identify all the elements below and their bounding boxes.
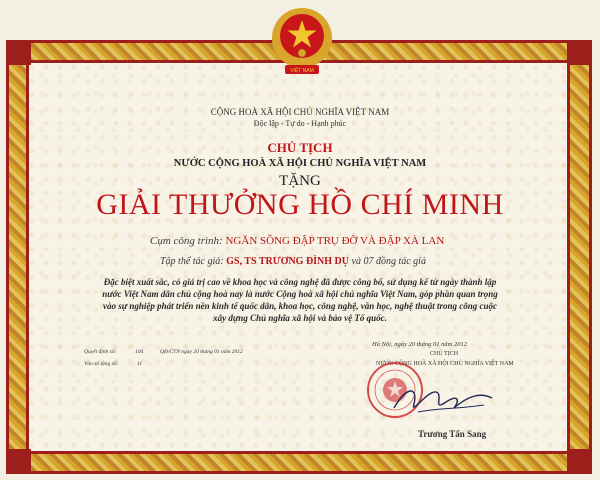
- decision-label: Quyết định số:: [84, 349, 117, 355]
- issuer-title: CHỦ TỊCH: [267, 140, 333, 155]
- authors-suffix: và 07 đồng tác giả: [351, 256, 426, 267]
- handwritten-signature-icon: [388, 378, 498, 420]
- frame-corner-bottom-left: [9, 449, 31, 471]
- national-motto: Độc lập - Tự do - Hạnh phúc: [253, 119, 347, 128]
- issuer-country: NƯỚC CỘNG HOÀ XÃ HỘI CHỦ NGHĨA VIỆT NAM: [173, 158, 427, 169]
- signer-title: CHỦ TỊCH: [430, 351, 459, 357]
- decision-number: 104: [135, 349, 144, 355]
- citation-line: Đặc biệt xuất sắc, có giá trị cao về khoa học và công nghệ đã được công bố, sử dụng kể từ ngày thành lập: [103, 277, 497, 287]
- authors-lead: GS, TS TRƯƠNG ĐÌNH DỤ: [226, 256, 350, 267]
- authors-line: [160, 256, 426, 267]
- award-name: GIẢI THƯỞNG HỒ CHÍ MINH: [96, 188, 504, 221]
- citation-line: xây dựng Chủ nghĩa xã hội và bảo vệ Tổ quốc.: [213, 313, 387, 323]
- signer-name: Trương Tấn Sang: [418, 429, 487, 439]
- frame-corner-top-left: [9, 43, 31, 65]
- issue-date: Hà Nội, ngày 20 tháng 01 năm 2012: [372, 341, 467, 348]
- signer-country: NƯỚC CỘNG HOÀ XÃ HỘI CHỦ NGHĨA VIỆT NAM: [376, 361, 514, 367]
- citation-line: nước Việt Nam dân chủ cộng hoà nay là nước Cộng hoà xã hội chủ nghĩa Việt Nam, góp phần quan trọng: [102, 289, 498, 299]
- national-emblem-icon: [269, 2, 335, 82]
- project-title: NGĂN SÔNG ĐẬP TRỤ ĐỠ VÀ ĐẬP XÀ LAN: [225, 235, 445, 247]
- frame-corner-bottom-right: [567, 449, 589, 471]
- book-number: 11: [137, 361, 143, 367]
- frame-corner-top-right: [567, 43, 589, 65]
- award-verb: TẶNG: [279, 173, 321, 189]
- country-name: CỘNG HOÀ XÃ HỘI CHỦ NGHĨA VIỆT NAM: [210, 107, 390, 117]
- project-line: [150, 235, 444, 247]
- project-label: Cụm công trình:: [150, 235, 223, 247]
- decision-code: QĐ/CTN ngày 20 tháng 01 năm 2012: [160, 349, 243, 355]
- citation-line: vào sự nghiệp phát triển nền kinh tế quốc dân, khoa học, công nghệ, văn học, nghệ thuật trong công cuộc: [103, 301, 497, 311]
- book-label: Vào sổ tặng số:: [84, 361, 119, 367]
- emblem-banner: VIỆT NAM: [290, 68, 314, 74]
- authors-label: Tập thể tác giả:: [160, 256, 224, 267]
